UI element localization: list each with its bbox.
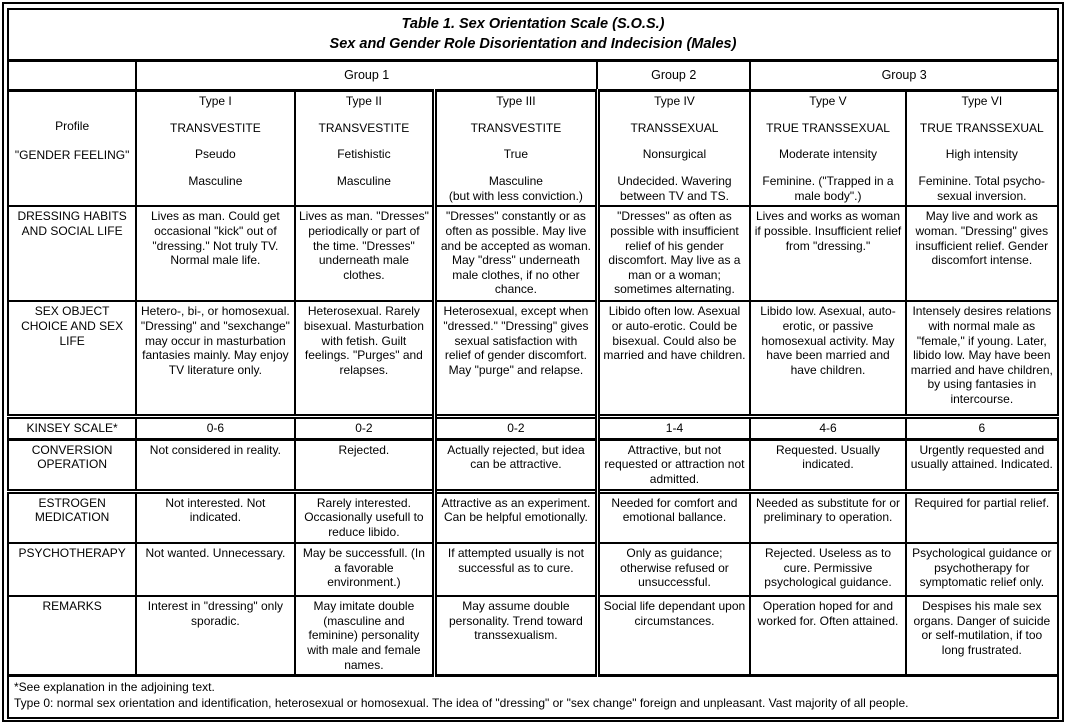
cell: Libido low. Asexual, auto-erotic, or passive homosexual activity. May have been married and have children. [750,301,905,416]
type-name: TRANSVESTITE [470,120,562,135]
profile-row [8,91,1058,207]
group-header-row [8,61,1058,91]
sos-table [7,8,1059,719]
cell: Heterosexual, except when "dressed." "Dressing" gives sexual satisfaction with relief of gender discomfort. May "purge" and relapse. [435,301,597,416]
cell: Only as guidance; otherwise refused or unsuccessful. [597,543,750,596]
row-label: SEX OBJECT CHOICE AND SEX LIFE [8,301,136,416]
cell: Rarely interested. Occasionally usefull to reduce libido. [295,491,435,543]
cell: 4-6 [750,416,905,439]
footnote-row [8,676,1058,718]
page-frame [2,2,1064,722]
cell: Required for partial relief. [906,491,1058,543]
cell: Requested. Usually indicated. [750,439,905,491]
profile-type-6 [906,91,1058,207]
cell: Not interested. Not indicated. [136,491,294,543]
table-title-line2: Sex and Gender Role Disorientation and Indecision (Males) [329,35,737,52]
footnote-type0: Type 0: normal sex orientation and identification, heterosexual or homosexual. The idea of "dressing" or "sex change" foreign and unpleasant. Vast majority of all people. [14,695,909,710]
cell: Rejected. Useless as to cure. Permissive psychological guidance. [750,543,905,596]
row-label: ESTROGEN MEDICATION [8,491,136,543]
cell: 6 [906,416,1058,439]
cell: Hetero-, bi-, or homosexual. "Dressing" and "sexchange" may occur in masturbation fantasies mainly. May enjoy TV literature only. [136,301,294,416]
type-number: Type IV [654,94,695,109]
conversion-operation-row [8,439,1058,491]
type-number: Type III [496,94,536,109]
type-name: TRANSSEXUAL [630,120,719,135]
cell: Urgently requested and usually attained. Indicated. [906,439,1058,491]
type-number: Type II [345,94,382,109]
profile-type-1 [136,91,294,207]
type-subtype: Fetishistic [337,147,391,162]
type-feeling: Masculine [336,174,391,188]
group-2-header: Group 2 [597,61,750,91]
cell: Libido often low. Asexual or auto-erotic. Could be bisexual. Could also be married and have children. [597,301,750,416]
type-subtype: Moderate intensity [778,147,878,162]
profile-type-5 [750,91,905,207]
cell: Needed as substitute for or preliminary to operation. [750,491,905,543]
footnote-asterisk: *See explanation in the adjoining text. [14,680,215,695]
psychotherapy-row [8,543,1058,596]
cell: Lives as man. Could get occasional "kick" out of "dressing." Not truly TV. Normal male life. [136,206,294,301]
cell: Actually rejected, but idea can be attractive. [435,439,597,491]
type-subtype: High intensity [945,147,1018,162]
cell: May assume double personality. Trend toward transsexualism. [435,596,597,676]
cell: Heterosexual. Rarely bisexual. Masturbation with fetish. Guilt feelings. "Purges" and relapses. [295,301,435,416]
cell: Lives and works as woman if possible. Insufficient relief from "dressing." [750,206,905,301]
row-label: PSYCHOTHERAPY [8,543,136,596]
cell: 0-2 [295,416,435,439]
profile-type-3 [435,91,597,207]
profile-type-2 [295,91,435,207]
cell: Attractive as an experiment. Can be helpful emotionally. [435,491,597,543]
type-subtype: True [503,147,529,162]
type-feeling: Masculine [188,174,243,188]
type-subtype: Pseudo [195,147,236,162]
row-label: REMARKS [8,596,136,676]
dressing-habits-row [8,206,1058,301]
cell: May live and work as woman. "Dressing" gives insufficient relief. Gender discomfort intense. [906,206,1058,301]
group-3-header: Group 3 [750,61,1058,91]
cell: Attractive, but not requested or attraction not admitted. [597,439,750,491]
profile-label-line2: "GENDER FEELING" [14,147,130,162]
profile-type-4 [597,91,750,207]
footnotes [8,676,1058,718]
kinsey-scale-row [8,416,1058,439]
title-row [8,9,1058,61]
cell: Psychological guidance or psychotherapy for symptomatic relief only. [906,543,1058,596]
type-name: TRANSVESTITE [170,120,261,135]
row-label: KINSEY SCALE* [8,416,136,439]
cell: Not wanted. Unnecessary. [136,543,294,596]
type-name: TRUE TRANSSEXUAL [766,120,890,135]
cell: Needed for comfort and emotional ballance. [597,491,750,543]
profile-label-line1: Profile [55,119,90,134]
row-label: DRESSING HABITS AND SOCIAL LIFE [8,206,136,301]
group-1-header: Group 1 [136,61,597,91]
cell: "Dresses" as often as possible with insufficient relief of his gender discomfort. May live as a man or a woman; sometimes alternating. [597,206,750,301]
table-title [8,9,1058,61]
cell: May imitate double (masculine and feminine) personality with male and female names. [295,596,435,676]
cell: May be successfull. (In a favorable environment.) [295,543,435,596]
corner-cell [8,61,136,91]
cell: Operation hoped for and worked for. Often attained. [750,596,905,676]
cell: Lives as man. "Dresses" periodically or part of the time. "Dresses" underneath male clothes. [295,206,435,301]
cell: Interest in "dressing" only sporadic. [136,596,294,676]
cell: "Dresses" constantly or as often as possible. May live and be accepted as woman. May "dress" underneath male clothes, if no other chance. [435,206,597,301]
estrogen-medication-row [8,491,1058,543]
remarks-row [8,596,1058,676]
cell: Despises his male sex organs. Danger of suicide or self-mutilation, if too long frustrated. [906,596,1058,676]
type-name: TRUE TRANSSEXUAL [919,120,1044,135]
type-feeling: Undecided. Wavering between TV and TS. [617,174,732,203]
cell: Intensely desires relations with normal male as "female," if young. Later, libido low. May have been married and have children, by using fantasies in intercourse. [906,301,1058,416]
cell: 1-4 [597,416,750,439]
type-feeling: Masculine (but with less conviction.) [448,174,583,203]
cell: Not considered in reality. [136,439,294,491]
type-feeling: Feminine. Total psycho-sexual inversion. [918,174,1046,203]
cell: If attempted usually is not successful as to cure. [435,543,597,596]
row-label: CONVERSION OPERATION [8,439,136,491]
table-title-line1: Table 1. Sex Orientation Scale (S.O.S.) [401,16,665,32]
type-name: TRANSVESTITE [318,120,410,135]
cell: Rejected. [295,439,435,491]
sex-object-row [8,301,1058,416]
cell: 0-6 [136,416,294,439]
type-number: Type I [199,94,232,109]
type-subtype: Nonsurgical [642,147,707,162]
type-number: Type VI [961,94,1003,109]
cell: Social life dependant upon circumstances. [597,596,750,676]
type-feeling: Feminine. ("Trapped in a male body".) [762,174,894,203]
row-label-profile [8,91,136,207]
cell: 0-2 [435,416,597,439]
type-number: Type V [809,94,847,109]
